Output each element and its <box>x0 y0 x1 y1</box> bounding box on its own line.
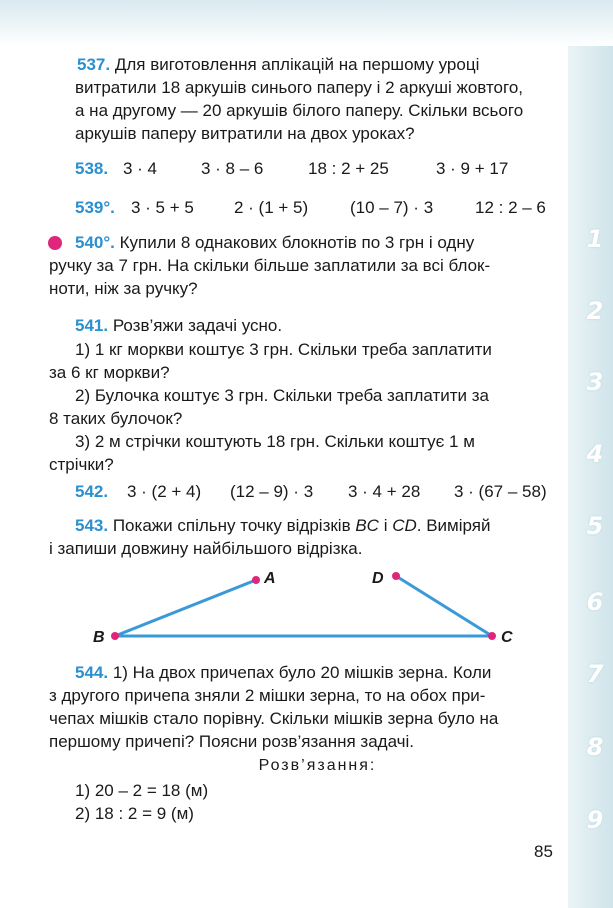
point-c <box>488 632 496 640</box>
problem-text: Покажи спільну точку відрізків <box>112 516 356 535</box>
task-line: стрічки? <box>49 455 114 474</box>
expression: 2 · (1 + 5) <box>234 198 309 217</box>
problem-text: і <box>378 516 393 535</box>
problem-number: 541. <box>75 316 109 335</box>
side-digit: 3 <box>586 368 604 396</box>
point-d <box>392 572 400 580</box>
problem-number: 539°. <box>75 198 115 217</box>
problem-text-line: з другого причепа зняли 2 мішки зерна, то на обох при- <box>49 686 486 705</box>
expression: (12 – 9) · 3 <box>230 482 314 501</box>
solution-step: 1) 20 – 2 = 18 (м) <box>75 781 209 800</box>
problem-text-line: ноти, ніж за ручку? <box>49 279 198 298</box>
problem-text-line: Для виготовлення аплікацій на першому уроці <box>114 55 480 74</box>
segment-name: CD <box>392 516 417 535</box>
problem-text-line: Купили 8 однакових блокнотів по 3 грн і одну <box>119 233 475 252</box>
task-line: 3) 2 м стрічки коштують 18 грн. Скільки коштує 1 м <box>75 432 475 451</box>
problem-text-line: чепах мішків стало порівну. Скільки мішків зерна було на <box>49 709 499 728</box>
expression: (10 – 7) · 3 <box>350 198 434 217</box>
label-d: D <box>372 570 384 587</box>
side-digit: 6 <box>586 588 604 616</box>
label-c: C <box>501 629 513 646</box>
problem-text: . Виміряй <box>416 516 491 535</box>
expression: 3 · (2 + 4) <box>127 482 202 501</box>
problem-text-line: аркушів паперу витратили на двох уроках? <box>75 124 415 143</box>
problem-text-line: 1) На двох причепах було 20 мішків зерна. Коли <box>112 663 492 682</box>
problem-text-line: першому причепі? Поясни розв’язання задачі. <box>49 732 415 751</box>
problem-number: 537. <box>77 55 111 74</box>
expression: 3 · 4 + 28 <box>348 482 421 501</box>
problem-number: 538. <box>75 159 109 178</box>
problem-number: 542. <box>75 482 109 501</box>
expression: 12 : 2 – 6 <box>475 198 546 217</box>
solution-title: Розв’язання: <box>258 757 377 774</box>
problem-544 <box>49 661 560 753</box>
problem-text-line: витратили 18 аркушів синього паперу і 2 аркуші жовтого, <box>75 78 524 97</box>
task-line: за 6 кг моркви? <box>49 363 170 382</box>
page-number: 85 <box>534 842 553 861</box>
problem-number: 544. <box>75 663 109 682</box>
task-line: 2) Булочка коштує 3 грн. Скільки треба заплатити за <box>75 386 489 405</box>
segment-dc <box>396 576 492 636</box>
point-a <box>252 576 260 584</box>
expression: 3 · 5 + 5 <box>131 198 194 217</box>
problem-title: Розв’яжи задачі усно. <box>112 316 283 335</box>
label-a: A <box>264 570 276 587</box>
problem-number: 540°. <box>75 233 115 252</box>
side-digit: 8 <box>586 733 604 761</box>
side-digit: 5 <box>586 512 604 540</box>
solution-steps <box>75 779 560 825</box>
segment-ba <box>115 580 256 636</box>
expression: 3 · 8 – 6 <box>201 159 264 178</box>
point-b <box>111 632 119 640</box>
expression: 3 · 4 <box>123 159 158 178</box>
side-digit: 9 <box>586 806 604 834</box>
expression: 18 : 2 + 25 <box>308 159 389 178</box>
side-digit: 2 <box>586 297 604 325</box>
side-digit: 4 <box>586 440 604 468</box>
side-digit: 1 <box>586 225 604 253</box>
side-digit: 7 <box>586 660 604 688</box>
solution-step: 2) 18 : 2 = 9 (м) <box>75 804 194 823</box>
problem-text-line: і запиши довжину найбільшого відрізка. <box>49 539 363 558</box>
task-line: 1) 1 кг моркви коштує 3 грн. Скільки треба заплатити <box>75 340 492 359</box>
expression: 3 · (67 – 58) <box>454 482 547 501</box>
problem-number: 543. <box>75 516 109 535</box>
task-line: 8 таких булочок? <box>49 409 183 428</box>
expression: 3 · 9 + 17 <box>436 159 509 178</box>
problem-text-line: ручку за 7 грн. На скільки більше заплатили за всі блок- <box>49 256 491 275</box>
segment-name: BC <box>355 516 379 535</box>
label-b: B <box>93 629 105 646</box>
problem-text-line: а на другому — 20 аркушів білого паперу. Скільки всього <box>75 101 524 120</box>
